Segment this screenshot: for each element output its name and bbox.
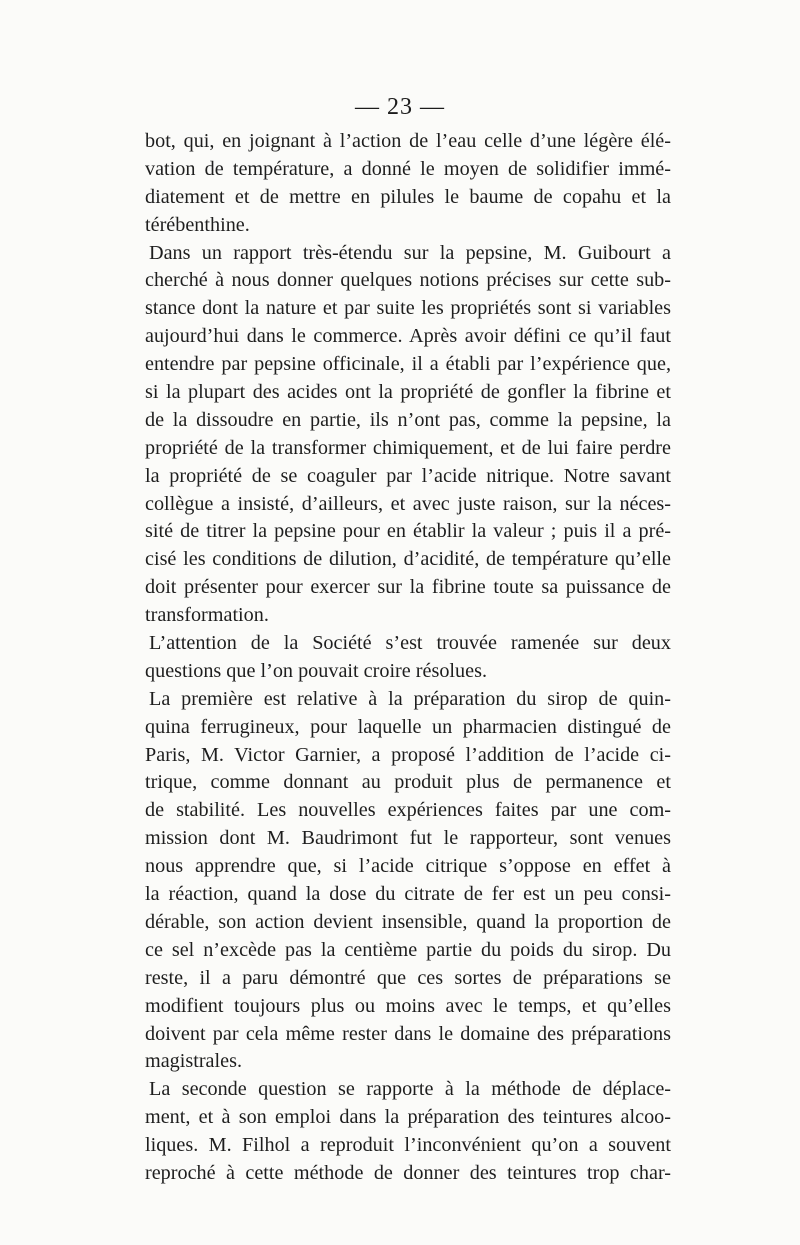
text-line: la réaction, quand la dose du citrate de fer est un peu consi- — [145, 883, 671, 906]
text-line: aujourd’hui dans le commerce. Après avoir défini ce qu’il faut — [145, 325, 671, 348]
text-line: transformation. — [145, 604, 269, 627]
text-line: stance dont la nature et par suite les propriétés sont si variables — [145, 297, 671, 320]
text-line: ment, et à son emploi dans la préparation des teintures alcoo- — [145, 1106, 671, 1129]
text-line: sité de titrer la pepsine pour en établir la valeur ; puis il a pré- — [145, 520, 671, 543]
text-line: vation de température, a donné le moyen de solidifier immé- — [145, 157, 671, 180]
text-line: de la dissoudre en partie, ils n’ont pas, comme la pepsine, la — [145, 408, 671, 431]
text-line: liques. M. Filhol a reproduit l’inconvénient qu’on a souvent — [145, 1134, 671, 1157]
text-line: dérable, son action devient insensible, quand la proportion de — [145, 910, 671, 933]
text-line: magistrales. — [145, 1050, 242, 1073]
text-line: doit présenter pour exercer sur la fibrine toute sa puissance de — [145, 576, 671, 599]
text-line: ce sel n’excède pas la centième partie du poids du sirop. Du — [145, 938, 671, 961]
body-text — [145, 128, 671, 1188]
text-line: Dans un rapport très-étendu sur la pepsine, M. Guibourt a — [149, 241, 671, 264]
page-number: — 23 — — [355, 94, 445, 120]
text-line: modifient toujours plus ou moins avec le temps, et qu’elles — [145, 994, 671, 1017]
text-line: L’attention de la Société s’est trouvée ramenée sur deux — [149, 632, 671, 655]
text-line: diatement et de mettre en pilules le baume de copahu et la — [145, 185, 671, 208]
text-line: mission dont M. Baudrimont fut le rapporteur, sont venues — [145, 827, 671, 850]
text-line: cisé les conditions de dilution, d’acidité, de température qu’elle — [145, 548, 671, 571]
text-line: bot, qui, en joignant à l’action de l’eau celle d’une légère élé- — [145, 130, 671, 152]
text-line: La seconde question se rapporte à la méthode de déplace- — [149, 1078, 671, 1101]
text-line: nous apprendre que, si l’acide citrique s’oppose en effet à — [145, 855, 671, 878]
text-line: doivent par cela même rester dans le domaine des préparations — [145, 1022, 671, 1045]
text-line: quina ferrugineux, pour laquelle un pharmacien distingué de — [145, 715, 671, 738]
text-line: La première est relative à la préparation du sirop de quin- — [149, 687, 671, 710]
text-line: térébenthine. — [145, 213, 250, 236]
text-line: de stabilité. Les nouvelles expériences faites par une com- — [145, 799, 671, 822]
text-line: entendre par pepsine officinale, il a établi par l’expérience que, — [145, 353, 671, 376]
text-line: reproché à cette méthode de donner des teintures trop char- — [145, 1161, 671, 1184]
text-line: collègue a insisté, d’ailleurs, et avec juste raison, sur la néces- — [145, 492, 671, 515]
text-line: propriété de la transformer chimiquement, et de lui faire perdre — [145, 436, 671, 459]
text-line: trique, comme donnant au produit plus de permanence et — [145, 771, 671, 794]
text-line: Paris, M. Victor Garnier, a proposé l’addition de l’acide ci- — [145, 743, 671, 766]
text-line: cherché à nous donner quelques notions précises sur cette sub- — [145, 269, 671, 292]
text-line: reste, il a paru démontré que ces sortes de préparations se — [145, 966, 671, 989]
text-line: la propriété de se coaguler par l’acide nitrique. Notre savant — [145, 464, 671, 487]
text-line: si la plupart des acides ont la propriété de gonfler la fibrine et — [145, 381, 671, 404]
text-line: questions que l’on pouvait croire résolues. — [145, 659, 487, 682]
